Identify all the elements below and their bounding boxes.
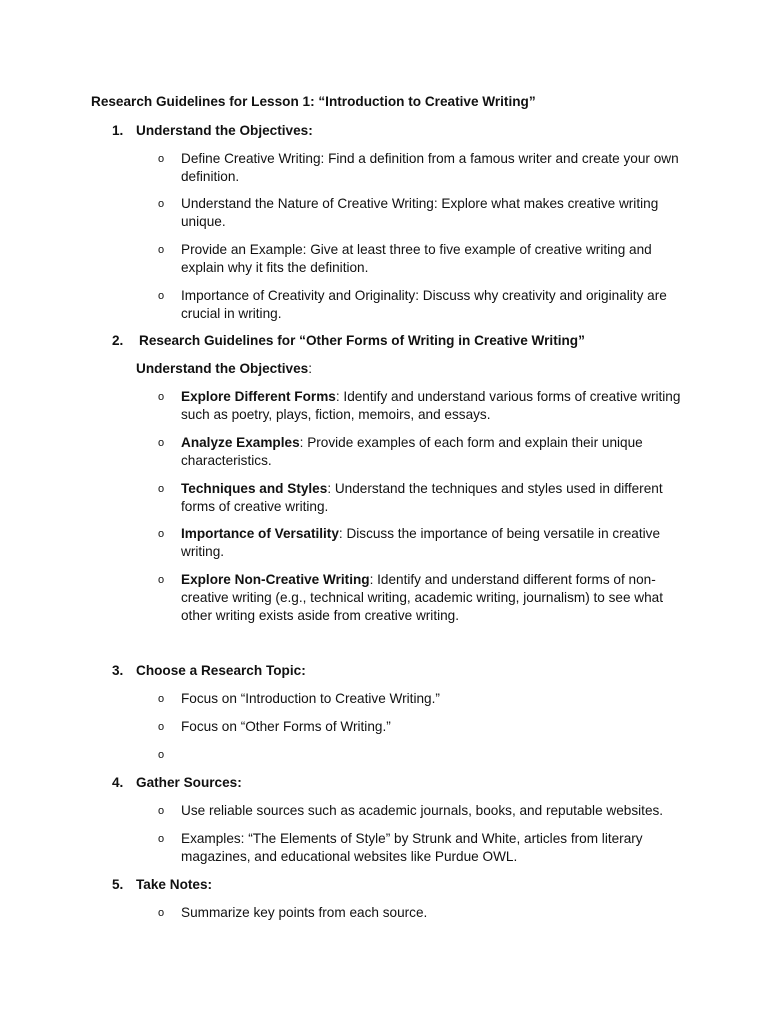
section-heading: Take Notes: (136, 877, 213, 892)
list-item-text (181, 434, 681, 470)
subheading-bold: Understand the Objectives (136, 361, 309, 376)
bullet-icon: o (158, 805, 165, 817)
bullet-icon: o (158, 749, 165, 761)
section-heading: Research Guidelines for “Other Forms of Writing in Creative Writing” (139, 333, 585, 348)
bullet-icon: o (158, 153, 165, 165)
bullet-icon: o (158, 198, 165, 210)
list-item-text: Summarize key points from each source. (181, 905, 428, 920)
list-item-text (181, 388, 681, 424)
section-number: 4. (112, 775, 124, 790)
list-item-text: Define Creative Writing: Find a definition from a famous writer and create your own definition. (181, 151, 679, 184)
list-item-text (181, 525, 681, 561)
list-item-rest: : Provide examples of each form and explain their unique characteristics. (181, 435, 643, 468)
section-number: 5. (112, 877, 124, 892)
list-item-rest: : Identify and understand different forms of non-creative writing (e.g., technical writing, academic writing, journalism) to see what other writing exists aside from creative writing. (181, 572, 664, 623)
section-number: 1. (112, 123, 124, 138)
bullet-icon: o (158, 391, 165, 403)
list-item-bold: Importance of Versatility (181, 526, 339, 541)
section-number: 3. (112, 663, 124, 678)
section-heading: Choose a Research Topic: (136, 663, 306, 678)
list-item-bold: Techniques and Styles (181, 481, 328, 496)
document-title: Research Guidelines for Lesson 1: “Introduction to Creative Writing” (91, 94, 536, 109)
list-item-text: Use reliable sources such as academic journals, books, and reputable websites. (181, 803, 664, 818)
section-heading: Understand the Objectives: (136, 123, 313, 138)
list-item-text: Understand the Nature of Creative Writing: Explore what makes creative writing unique. (181, 196, 659, 229)
bullet-icon: o (158, 483, 165, 495)
bullet-icon: o (158, 528, 165, 540)
list-item-rest: : Identify and understand various forms of creative writing such as poetry, plays, fiction, memoirs, and essays. (181, 389, 681, 422)
bullet-icon: o (158, 721, 165, 733)
list-item-bold: Analyze Examples (181, 435, 300, 450)
list-item-text: Focus on “Introduction to Creative Writing.” (181, 691, 440, 706)
subheading (136, 360, 312, 378)
list-item-text: Examples: “The Elements of Style” by Strunk and White, articles from literary magazines, and educational websites like Purdue OWL. (181, 831, 643, 864)
list-item-bold: Explore Non-Creative Writing (181, 572, 370, 587)
list-item-text: Focus on “Other Forms of Writing.” (181, 719, 391, 734)
bullet-icon: o (158, 693, 165, 705)
bullet-icon: o (158, 290, 165, 302)
list-item-rest: : Understand the techniques and styles used in different forms of creative writing. (181, 481, 663, 514)
section-heading: Gather Sources: (136, 775, 242, 790)
list-item-bold: Explore Different Forms (181, 389, 336, 404)
subheading-rest: : (308, 361, 313, 376)
bullet-icon: o (158, 833, 165, 845)
bullet-icon: o (158, 574, 165, 586)
bullet-icon: o (158, 907, 165, 919)
list-item-text: Provide an Example: Give at least three to five example of creative writing and explain why it fits the definition. (181, 242, 652, 275)
section-number: 2. (112, 333, 124, 348)
list-item-text (181, 480, 681, 516)
list-item-text: Importance of Creativity and Originality: Discuss why creativity and originality are crucial in writing. (181, 288, 667, 321)
bullet-icon: o (158, 437, 165, 449)
list-item-text (181, 571, 681, 625)
list-item-rest: : Discuss the importance of being versatile in creative writing. (181, 526, 661, 559)
bullet-icon: o (158, 244, 165, 256)
